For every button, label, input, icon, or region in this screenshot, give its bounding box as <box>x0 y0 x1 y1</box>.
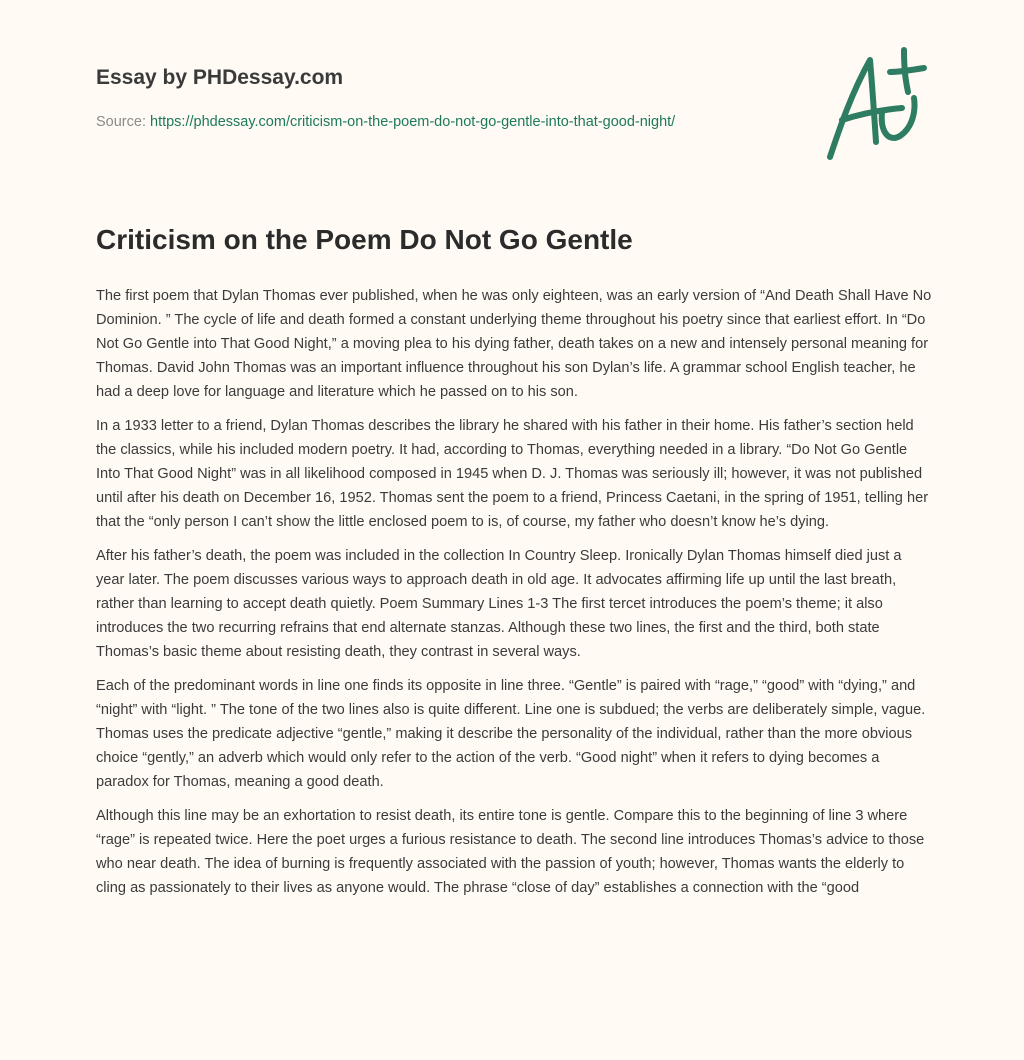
paragraph: In a 1933 letter to a friend, Dylan Thomas describes the library he shared with his father in their home. His father’s section held the classics, while his included modern poetry. It had, according to Thomas, everything needed in a library. “Do Not Go Gentle Into That Good Night” was in all likelihood composed in 1945 when D. J. Thomas was seriously ill; however, it was not published until after his death on December 16, 1952. Thomas sent the poem to a friend, Princess Caetani, in the spring of 1951, telling her that the “only person I can’t show the little enclosed poem to is, of course, my father who doesn’t know he’s dying. <box>96 418 929 530</box>
a-plus-logo-icon <box>820 42 930 162</box>
source-link[interactable]: https://phdessay.com/criticism-on-the-poem-do-not-go-gentle-into-that-good-night/ <box>150 114 676 130</box>
paragraph: Each of the predominant words in line one finds its opposite in line three. “Gentle” is paired with “rage,” “good” with “dying,” and “night” with “light. ” The tone of the two lines also is quite different. Line one is subdued; the verbs are deliberately simple, vague. Thomas uses the predicate adjective “gentle,” making it describe the personality of the individual, rather than the more obvious choice “gently,” an adverb which would only refer to the action of the verb. “Good night” when it refers to dying becomes a paradox for Thomas, meaning a good death. <box>96 678 926 790</box>
paragraph: After his father’s death, the poem was included in the collection In Country Sleep. Ironically Dylan Thomas himself died just a year later. The poem discusses various ways to approach death in old age. It advocates affirming life up until the last breath, rather than learning to accept death quietly. Poem Summary Lines 1-3 The first tercet introduces the poem’s theme; it also introduces the two recurring refrains that end alternate stanzas. Although these two lines, the first and the third, both state Thomas’s basic theme about resisting death, they contrast in several ways. <box>96 548 902 660</box>
site-brand: Essay by PHDessay.com <box>96 66 344 89</box>
source-label: Source: <box>96 114 150 130</box>
article-title: Criticism on the Poem Do Not Go Gentle <box>96 224 633 255</box>
article-body <box>96 284 932 910</box>
source-line <box>96 111 756 134</box>
paragraph: Although this line may be an exhortation to resist death, its entire tone is gentle. Compare this to the beginning of line 3 where “rage” is repeated twice. Here the poet urges a furious resistance to death. The second line introduces Thomas’s advice to those who near death. The idea of burning is frequently associated with the passion of youth; however, Thomas wants the elderly to cling as passionately to their lives as anyone would. The phrase “close of day” establishes a connection with the “good <box>96 808 925 896</box>
paragraph: The first poem that Dylan Thomas ever published, when he was only eighteen, was an early version of “And Death Shall Have No Dominion. ” The cycle of life and death formed a constant underlying theme throughout his poetry since that earliest effort. In “Do Not Go Gentle into That Good Night,” a moving plea to his dying father, death takes on a new and intensely personal meaning for Thomas. David John Thomas was an important influence throughout his son Dylan’s life. A grammar school English teacher, he had a deep love for language and literature which he passed on to his son. <box>96 288 932 400</box>
